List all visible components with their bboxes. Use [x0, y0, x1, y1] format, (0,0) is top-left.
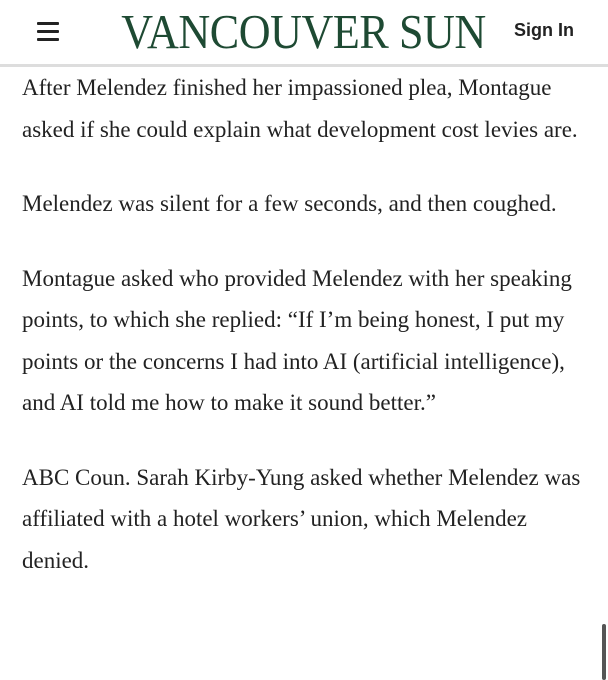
article-paragraph: After Melendez finished her impassioned plea, Montague asked if she could explain what development cost levies are. — [22, 75, 578, 142]
site-logo-text: VANCOUVER SUN — [121, 4, 487, 59]
article-paragraph: Melendez was silent for a few seconds, and then coughed. — [22, 191, 557, 216]
site-header — [0, 0, 608, 67]
article-body — [22, 67, 588, 614]
article-paragraph: ABC Coun. Sarah Kirby-Yung asked whether Melendez was affiliated with a hotel workers’ union, which Melendez denied. — [22, 464, 581, 573]
article-paragraph: Montague asked who provided Melendez with her speaking points, to which she replied: “If I’m being honest, I put my points or the concerns I had into AI (artificial intelligence), and AI told me how to make it sound better.” — [22, 265, 572, 415]
sign-in-link[interactable]: Sign In — [514, 20, 574, 40]
scrollbar-thumb[interactable] — [602, 624, 606, 680]
